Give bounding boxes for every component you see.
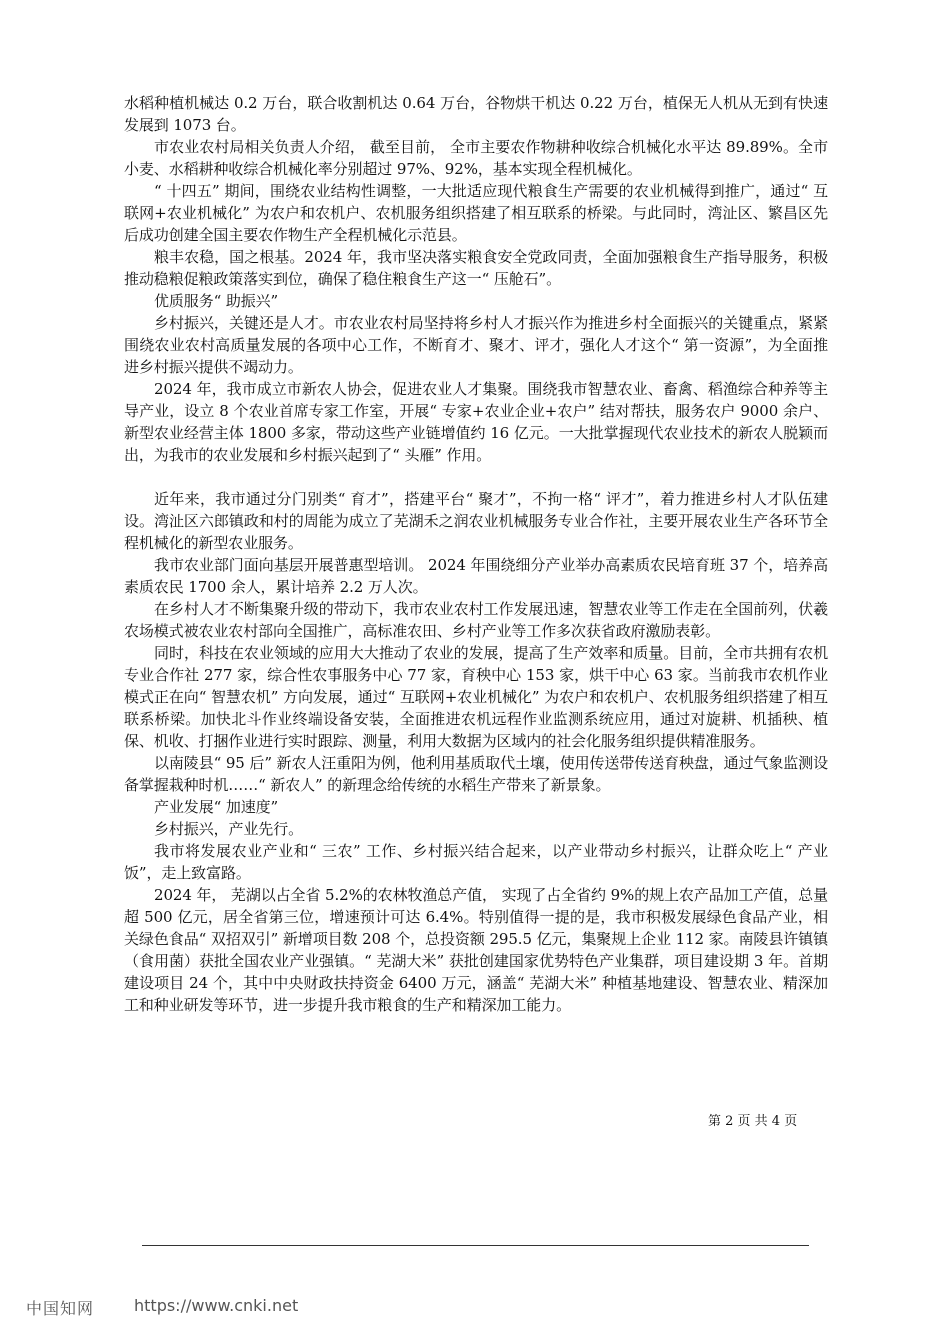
paragraph: 优质服务“ 助振兴” [154, 292, 279, 310]
paragraph: 我市农业部门面向基层开展普惠型培训。 2024 年围绕细分产业举办高素质农民培育班 37 个，培养高素质农民 1700 余人，累计培养 2.2 万人次。 [124, 556, 828, 596]
paragraph: 乡村振兴，产业先行。 [154, 820, 304, 838]
document-body [124, 92, 828, 1016]
paragraph: 近年来，我市通过分门别类“ 育才”，搭建平台“ 聚才”，不拘一格“ 评才”，着力推进乡村人才队伍建设。湾沚区六郎镇政和村的周能为成立了芜湖禾之润农业机械服务专业合作社，主要开展农业生产各环节全程机械化的新型农业服务。 [124, 490, 828, 552]
paragraph: 2024 年，我市成立市新农人协会，促进农业人才集聚。围绕我市智慧农业、畜禽、稻渔综合种养等主导产业，设立 8 个农业首席专家工作室，开展“ 专家+农业企业+农户” 结对帮扶，服务农户 9000 余户、新型农业经营主体 1800 多家，带动这些产业链增值约 16 亿元。一大批掌握现代农业技术的新农人脱颖而出，为我市的农业发展和乡村振兴起到了“ 头雁” 作用。 [124, 380, 828, 464]
paragraph: 粮丰农稳，国之根基。2024 年，我市坚决落实粮食安全党政同责，全面加强粮食生产指导服务，积极推动稳粮促粮政策落实到位，确保了稳住粮食生产这一“ 压舱石”。 [124, 248, 828, 288]
cnki-url-link[interactable]: https://www.cnki.net [134, 1296, 299, 1315]
footer-divider [142, 1245, 809, 1246]
paragraph: 我市将发展农业产业和“ 三农” 工作、乡村振兴结合起来，以产业带动乡村振兴，让群众吃上“ 产业饭”，走上致富路。 [124, 842, 828, 882]
paragraph: 乡村振兴，关键还是人才。市农业农村局坚持将乡村人才振兴作为推进乡村全面振兴的关键重点，紧紧围绕农业农村高质量发展的各项中心工作，不断育才、聚才、评才，强化人才这个“ 第一资源”，为全面推进乡村振兴提供不竭动力。 [124, 314, 828, 376]
page-number: 第 2 页 共 4 页 [708, 1114, 798, 1129]
paragraph: 市农业农村局相关负责人介绍， 截至目前， 全市主要农作物耕种收综合机械化水平达 89.89%。全市小麦、水稻耕种收综合机械化率分别超过 97%、92%，基本实现全程机械化。 [124, 138, 828, 178]
paragraph: 产业发展“ 加速度” [154, 798, 279, 816]
paragraph: 水稻种植机械达 0.2 万台，联合收割机达 0.64 万台，谷物烘干机达 0.22 万台，植保无人机从无到有快速发展到 1073 台。 [124, 94, 828, 134]
paragraph: “ 十四五” 期间，围绕农业结构性调整，一大批适应现代粮食生产需要的农业机械得到推广，通过“ 互联网+农业机械化” 为农户和农机户、农机服务组织搭建了相互联系的桥梁。与此同时，湾沚区、繁昌区先后成功创建全国主要农作物生产全程机械化示范县。 [124, 182, 828, 244]
cnki-logo: 中国知网 [26, 1299, 95, 1318]
paragraph: 以南陵县“ 95 后” 新农人汪重阳为例，他利用基质取代土壤，使用传送带传送育秧盘，通过气象监测设备掌握栽种时机……“ 新农人” 的新理念给传统的水稻生产带来了新景象。 [124, 754, 828, 794]
paragraph-gap [124, 466, 828, 488]
paragraph: 2024 年， 芜湖以占全省 5.2%的农林牧渔总产值， 实现了占全省约 9%的规上农产品加工产值，总量超 500 亿元，居全省第三位，增速预计可达 6.4%。特别值得一提的是，我市积极发展绿色食品产业，相关绿色食品“ 双招双引” 新增项目数 208 个，总投资额 295.5 亿元，集聚规上企业 112 家。南陵县许镇镇（食用菌）获批全国农业产业强镇。“ 芜湖大米” 获批创建国家优势特色产业集群，项目建设期 3 年。首期建设项目 24 个，其中中央财政扶持资金 6400 万元，涵盖“ 芜湖大米” 种植基地建设、智慧农业、精深加工和种业研发等环节，进一步提升我市粮食的生产和精深加工能力。 [124, 886, 828, 1014]
paragraph: 同时，科技在农业领域的应用大大推动了农业的发展，提高了生产效率和质量。目前，全市共拥有农机专业合作社 277 家，综合性农事服务中心 77 家，育秧中心 153 家，烘干中心 63 家。当前我市农机作业模式正在向“ 智慧农机” 方向发展，通过“ 互联网+农业机械化” 为农户和农机户、农机服务组织搭建了相互联系桥梁。加快北斗作业终端设备安装，全面推进农机远程作业监测系统应用，通过对旋耕、机插秧、植保、机收、打捆作业进行实时跟踪、测量，利用大数据为区域内的社会化服务组织提供精准服务。 [124, 644, 828, 750]
paragraph: 在乡村人才不断集聚升级的带动下，我市农业农村工作发展迅速，智慧农业等工作走在全国前列，伏羲农场模式被农业农村部向全国推广，高标准农田、乡村产业等工作多次获省政府激励表彰。 [124, 600, 828, 640]
